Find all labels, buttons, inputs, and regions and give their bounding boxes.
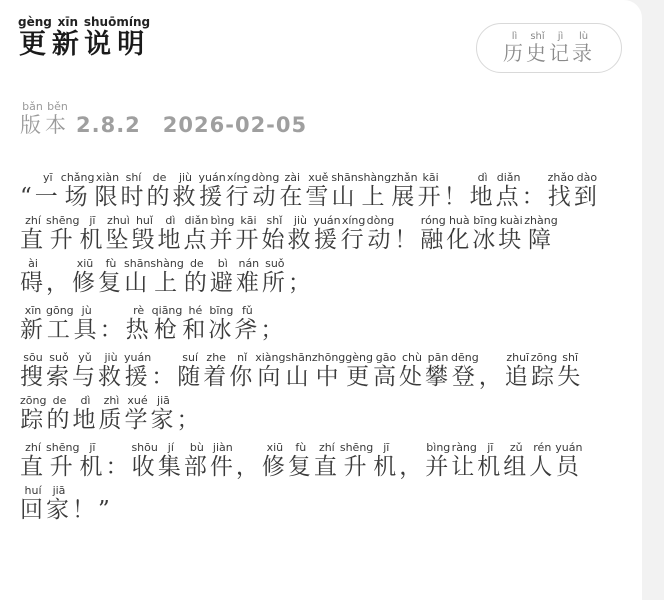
pinyin-char: 热rè [125, 304, 152, 343]
pinyin-char: 本běn [45, 100, 70, 137]
pinyin-char: 修xiū [72, 257, 98, 296]
pinyin-char: ； [287, 270, 314, 296]
pinyin-char: 地dì [469, 171, 496, 210]
pinyin-char: 与yǔ [72, 351, 98, 390]
pinyin-char: 复fù [287, 441, 314, 480]
pinyin-char: 机jī [477, 441, 504, 480]
pinyin-char: 踪zōng [20, 394, 47, 433]
pinyin-char: 机jī [79, 441, 106, 480]
pinyin-char: ！ [443, 184, 470, 210]
pinyin-char: ！ [72, 497, 98, 523]
pinyin-char: 雪xuě [305, 171, 332, 210]
notes-paragraph-3 [20, 352, 600, 442]
version-label [20, 101, 70, 139]
pinyin-char: ： [151, 364, 178, 390]
pinyin-char: 障zhàng [524, 214, 558, 253]
pinyin-char: 地dì [72, 394, 99, 433]
pinyin-char: 明míng [116, 15, 151, 60]
pinyin-char: 组zǔ [503, 441, 530, 480]
pinyin-char: 点diǎn [183, 214, 210, 253]
pinyin-char: 索suǒ [46, 351, 72, 390]
pinyin-char: 开kāi [417, 171, 444, 210]
pinyin-char: 让ràng [451, 441, 478, 480]
pinyin-char: 的de [46, 394, 73, 433]
pinyin-char: 坠zhuì [105, 214, 132, 253]
pinyin-char: 并bìng [209, 214, 236, 253]
pinyin-char: 化huà [446, 214, 473, 253]
pinyin-char: 块kuài [498, 214, 525, 253]
pinyin-char: 救jiù [287, 214, 314, 253]
pinyin-char: 毁huǐ [131, 214, 158, 253]
pinyin-char: ， [235, 454, 262, 480]
pinyin-char: 记jì [549, 30, 572, 65]
pinyin-char: ： [105, 454, 132, 480]
pinyin-char: 具jù [73, 304, 100, 343]
pinyin-char: 说shuō [83, 15, 117, 60]
notes-paragraph-2 [20, 305, 600, 352]
version-number: 2.8.2 [76, 113, 141, 137]
pinyin-char: 地dì [157, 214, 184, 253]
pinyin-char: 所suǒ [261, 257, 288, 296]
pinyin-char: 难nán [235, 257, 262, 296]
pinyin-char: 家jiā [150, 394, 177, 433]
pinyin-char: 救jiù [98, 351, 124, 390]
pinyin-char: ， [399, 454, 426, 480]
pinyin-char: 人rén [529, 441, 556, 480]
pinyin-char: 直zhí [20, 214, 46, 253]
pinyin-char: 集jí [157, 441, 184, 480]
pinyin-char: 在zài [279, 171, 306, 210]
pinyin-char: 援yuán [313, 214, 341, 253]
pinyin-char: 开kāi [235, 214, 262, 253]
pinyin-char: 并bìng [425, 441, 452, 480]
pinyin-char: 机jī [373, 441, 400, 480]
pinyin-char: 随suí [177, 351, 204, 390]
pinyin-char: 攀pān [425, 351, 451, 390]
pinyin-char: ， [478, 364, 505, 390]
pinyin-char: 援yuán [124, 351, 152, 390]
pinyin-char: 中zhōng [311, 351, 346, 390]
pinyin-char: 山shān [285, 351, 312, 390]
pinyin-char: ， [46, 270, 72, 296]
pinyin-char: 修xiū [261, 441, 288, 480]
pinyin-char: 直zhí [313, 441, 340, 480]
pinyin-char: 史shǐ [526, 30, 549, 65]
pinyin-char: 的de [183, 257, 210, 296]
version-row [20, 101, 307, 139]
pinyin-char: 高gāo [373, 351, 399, 390]
pinyin-char: 融róng [420, 214, 447, 253]
pinyin-char: 新xīn [20, 304, 46, 343]
pinyin-char: ： [521, 184, 548, 210]
pinyin-char: 山shān [331, 171, 358, 210]
pinyin-char: 和hé [182, 304, 209, 343]
pinyin-char: 登dēng [451, 351, 479, 390]
pinyin-char: 一yī [34, 171, 61, 210]
pinyin-char: 升shēng [46, 441, 80, 480]
pinyin-char: 版bǎn [20, 100, 45, 137]
pinyin-char: 展zhǎn [391, 171, 418, 210]
pinyin-char: 动dòng [251, 171, 280, 210]
pinyin-char: 复fù [98, 257, 124, 296]
notes-paragraph-4 [20, 442, 600, 532]
version-date: 2026-02-05 [162, 113, 308, 137]
pinyin-char: 收shōu [131, 441, 158, 480]
pinyin-char: 更gèng [18, 15, 52, 60]
pinyin-char: 的de [146, 171, 173, 210]
pinyin-char: 录lù [572, 30, 595, 65]
pinyin-char: 向xiàng [255, 351, 286, 390]
pinyin-char: 救jiù [172, 171, 199, 210]
pinyin-char: 处chù [399, 351, 425, 390]
pinyin-char: 行xíng [225, 171, 252, 210]
pinyin-char: 失shī [557, 351, 584, 390]
pinyin-char: ！ [394, 227, 421, 253]
pinyin-char: 新xīn [51, 15, 84, 60]
pinyin-char: 工gōng [46, 304, 74, 343]
pinyin-char: 山shān [124, 257, 151, 296]
update-notes-content [20, 172, 600, 532]
pinyin-char: 员yuán [555, 441, 583, 480]
pinyin-char: 冰bīng [208, 304, 235, 343]
pinyin-char: 家jiā [46, 484, 72, 523]
pinyin-char: 冰bīng [472, 214, 499, 253]
pinyin-char: 避bì [209, 257, 236, 296]
pinyin-char: 机jī [79, 214, 106, 253]
pinyin-char: “ [20, 184, 35, 210]
pinyin-char: 场chǎng [60, 171, 95, 210]
pinyin-char: ： [99, 317, 126, 343]
pinyin-char: 升shēng [46, 214, 80, 253]
pinyin-char: 踪zōng [530, 351, 558, 390]
pinyin-char: ； [260, 317, 287, 343]
pinyin-char: 回huí [20, 484, 46, 523]
pinyin-char: 件jiàn [209, 441, 236, 480]
pinyin-char: 着zhe [203, 351, 230, 390]
pinyin-char: 搜sōu [20, 351, 46, 390]
pinyin-char: ” [98, 497, 113, 523]
pinyin-char: 援yuán [198, 171, 226, 210]
pinyin-char: 历lì [503, 30, 526, 65]
pinyin-char: 动dòng [366, 214, 395, 253]
pinyin-char: 时shí [120, 171, 147, 210]
pinyin-char: 碍ài [20, 257, 46, 296]
pinyin-char: 部bù [183, 441, 210, 480]
pinyin-char: ； [176, 407, 203, 433]
pinyin-char: 到dào [573, 171, 600, 210]
pinyin-char: 追zhuī [504, 351, 531, 390]
pinyin-char: 枪qiāng [151, 304, 183, 343]
pinyin-char: 直zhí [20, 441, 46, 480]
pinyin-char: 质zhì [98, 394, 125, 433]
pinyin-char: 上shàng [357, 171, 392, 210]
pinyin-char: 始shǐ [261, 214, 288, 253]
notes-paragraph-1 [20, 172, 600, 305]
pinyin-char: 找zhǎo [547, 171, 574, 210]
pinyin-char: 斧fǔ [234, 304, 261, 343]
pinyin-char: 点diǎn [495, 171, 522, 210]
page-title [18, 16, 150, 61]
pinyin-char: 上shàng [150, 257, 184, 296]
pinyin-char: 限xiàn [94, 171, 121, 210]
history-button[interactable] [476, 23, 622, 73]
pinyin-char: 行xíng [340, 214, 367, 253]
pinyin-char: 学xué [124, 394, 151, 433]
pinyin-char: 更gèng [345, 351, 373, 390]
pinyin-char: 升shēng [339, 441, 374, 480]
pinyin-char: 你nǐ [229, 351, 256, 390]
